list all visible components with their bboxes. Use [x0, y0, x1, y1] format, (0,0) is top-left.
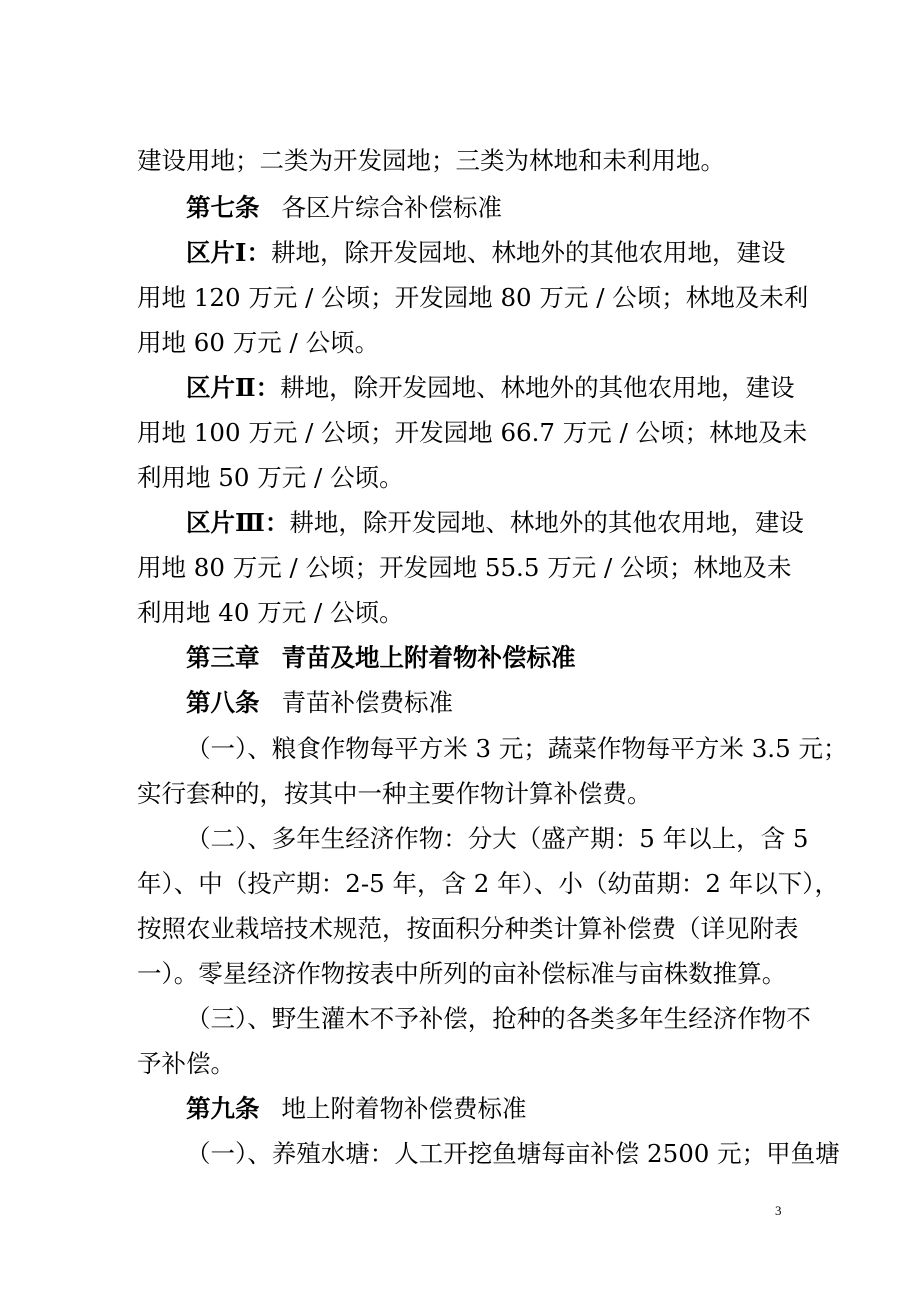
text-line: 用地 80 万元 / 公顷；开发园地 55.5 万元 / 公顷；林地及未: [137, 553, 792, 582]
text-line: 年）、中（投产期：2-5 年，含 2 年）、小（幼苗期：2 年以下），: [137, 869, 840, 898]
text-line: 实行套种的，按其中一种主要作物计算补偿费。: [137, 779, 652, 808]
text-line: 利用地 40 万元 / 公顷。: [137, 598, 404, 627]
text-line: 一）。零星经济作物按表中所列的亩补偿标准与亩株数推算。: [137, 959, 787, 988]
text-line: 用地 60 万元 / 公顷。: [137, 328, 380, 357]
article-7-heading: 第七条 各区片综合补偿标准: [186, 193, 502, 222]
page-number: 3: [775, 1203, 782, 1218]
article-8-heading: 第八条 青苗补偿费标准: [186, 688, 453, 717]
item-1-paragraph: （一）、粮食作物每平方米 3 元；蔬菜作物每平方米 3.5 元；: [186, 734, 848, 763]
text-line: 利用地 50 万元 / 公顷。: [137, 463, 404, 492]
item-pond-paragraph: （一）、养殖水塘：人工开挖鱼塘每亩补偿 2500 元；甲鱼塘: [186, 1139, 840, 1168]
article-9-heading: 第九条 地上附着物补偿费标准: [186, 1094, 527, 1123]
text-line: 予补偿。: [137, 1049, 235, 1078]
item-3-paragraph: （三）、野生灌木不予补偿，抢种的各类多年生经济作物不: [186, 1004, 811, 1033]
zone-3-paragraph: 区片Ⅲ：耕地，除开发园地、林地外的其他农用地，建设: [186, 508, 804, 537]
text-line: 按照农业栽培技术规范，按面积分种类计算补偿费（详见附表: [137, 914, 799, 943]
zone-2-paragraph: 区片Ⅱ：耕地，除开发园地、林地外的其他农用地，建设: [186, 373, 795, 402]
chapter-3-heading: 第三章 青苗及地上附着物补偿标准: [186, 643, 576, 672]
zone-1-paragraph: 区片Ⅰ：耕地，除开发园地、林地外的其他农用地，建设: [186, 238, 786, 267]
text-line: 用地 100 万元 / 公顷；开发园地 66.7 万元 / 公顷；林地及未: [137, 418, 808, 447]
text-line: 建设用地；二类为开发园地；三类为林地和未利用地。: [137, 146, 725, 175]
item-2-paragraph: （二）、多年生经济作物：分大（盛产期：5 年以上，含 5: [186, 824, 809, 853]
text-line: 用地 120 万元 / 公顷；开发园地 80 万元 / 公顷；林地及未利: [137, 283, 809, 312]
